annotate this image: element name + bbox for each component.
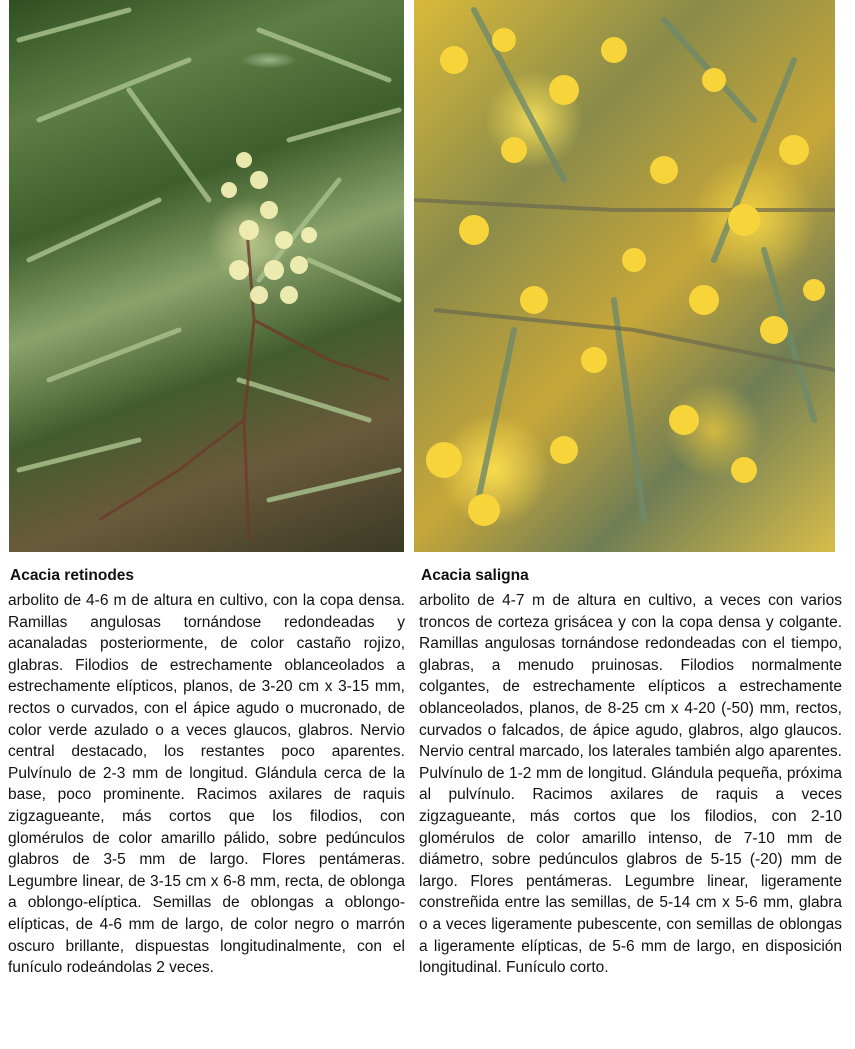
photo-acacia-saligna-drawing [414,0,835,552]
photo-acacia-retinodes [9,0,404,552]
photo-acacia-saligna [414,0,835,552]
photo-acacia-retinodes-drawing [9,0,404,552]
species-description-retinodes: arbolito de 4-6 m de altura en cultivo, con la copa densa. Ramillas angulosas tornándose redondeadas y acanaladas posteriormente, de color castaño rojizo, glabras. Filodios de estrechamente oblanceolados a estrechamente elípticos, planos, de 3-20 cm x 3-15 mm, rectos o curvados, con el ápice agudo o mucronado, de color verde azulado o a veces glaucos, glabros. Nervio central destacado, los restantes poco aparentes. Pulvínulo de 2-3 mm de longitud. Glándula cerca de la base, poco prominente. Racimos axilares de raquis zigzagueante, más cortos que los filodios, con glomérulos de color amarillo pálido, sobre pedúnculos glabros de 3-5 mm de largo. Flores pentámeras. Legumbre linear, de 3-15 cm x 6-8 mm, recta, de oblonga a oblongo-elíptica. Semillas de oblongas a oblongo-elípticas, de 4-6 mm de largo, de color negro o marrón oscuro brillante, dispuestas longitudinalmente, con el funículo rodeándolas 2 veces. [8,592,405,977]
species-name-saligna: Acacia saligna [421,567,529,584]
species-description-saligna: arbolito de 4-7 m de altura en cultivo, a veces con varios troncos de corteza grisácea y con la copa densa y colgante. Ramillas angulosas tornándose redondeadas con el tiempo, glabras, a menudo pruinosas. Filodios normalmente colgantes, de estrechamente elípticos a estrechamente oblanceolados, planos, de 8-25 cm x 4-20 (-50) mm, rectos, curvados o falcados, de ápice agudo, glabros, algo glaucos. Nervio central marcado, los laterales también algo aparentes. Pulvínulo de 1-2 mm de longitud. Glándula pequeña, próxima al pulvínulo. Racimos axilares de raquis a veces zigzagueante, más cortos que los filodios, con 2-10 glomérulos de color amarillo intenso, de 7-10 mm de diámetro, sobre pedúnculos glabros de 5-15 (-20) mm de largo. Flores pentámeras. Legumbre linear, ligeramente constreñida entre las semillas, de 5-14 cm x 5-6 mm, glabra o a veces ligeramente pubescente, con semillas de oblongas a ligeramente elípticas, de 5-6 mm de largo, en disposición longitudinal. Funículo corto. [419,592,842,977]
column-acacia-retinodes [8,567,405,979]
species-name-retinodes: Acacia retinodes [10,567,135,584]
column-acacia-saligna [419,567,842,979]
